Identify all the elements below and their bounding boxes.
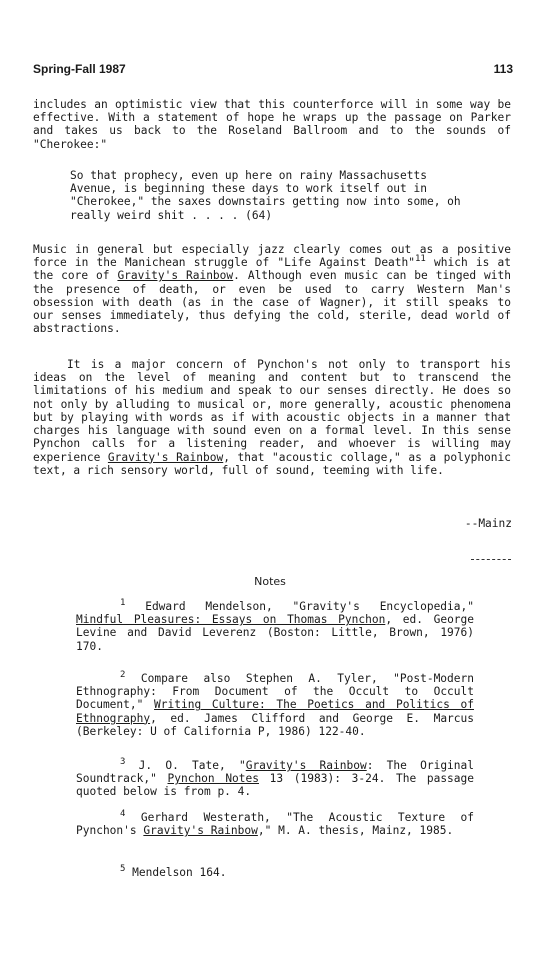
section-divider (471, 559, 511, 560)
journal-issue: Spring-Fall 1987 (33, 62, 126, 76)
paragraph-music: Music in general but especially jazz clearly comes out as a positive force in the Manichean struggle of "Life Against Death"$^{11}$ which is at the core of Gravity's Rainbow. Although even music can be tinged with the presence of death, or even be used to carry Western Man's obsession with death (as in the case of Wagner), it still speaks to our senses immediately, thus defying the cold, sterile, dead world of abstractions. (33, 243, 511, 336)
footnote-2: $^2$ Compare also Stephen A. Tyler, "Post-Modern Ethnography: From Document of the Occult to Occult Document," Writing Culture: The Poetics and Politics of Ethnography, ed. James Clifford and George E. Marcus (Berkeley: U of California P, 1986) 122-40. (76, 670, 474, 738)
footnote-3: $^3$ J. O. Tate, "Gravity's Rainbow: The Original Soundtrack," Pynchon Notes 13 (1983): 3-24. The passage quoted below is from p. 4. (76, 757, 475, 799)
title-gravitys-rainbow: Gravity's Rainbow (107, 450, 224, 464)
notes-heading: Notes (254, 575, 286, 588)
paragraph-intro: includes an optimistic view that this counterforce will in some way be effective. With a statement of hope he wraps up the passage on Parker and takes us back to the Roseland Ballroom and to the sounds of "Cherokee:" (33, 98, 511, 151)
page-number: 113 (493, 62, 513, 76)
paragraph-pynchon: It is a major concern of Pynchon's not only to transport his ideas on the level of meaning and content but to transcend the limitations of his medium and speak to our senses directly. He does so not only by alluding to musical or, more generally, acoustic phenomena but by playing with words as if with acoustic objects in a manner that charges his language with sound even on a formal level. In this sense Pynchon calls for a listening reader, and whoever is willing may experience Gravity's Rainbow, that "acoustic collage," as a polyphonic text, a rich sensory world, full of sound, teeming with life. (33, 358, 511, 477)
footnote-4: $^4$ Gerhard Westerath, "The Acoustic Texture of Pynchon's Gravity's Rainbow," M. A. thesis, Mainz, 1985. (76, 809, 474, 838)
block-quote: So that prophecy, even up here on rainy Massachusetts Avenue, is beginning these days to work itself out in "Cherokee," the saxes downstairs getting now into some, oh really weird shit . . . . (64) (70, 169, 461, 222)
footnote-ref-11: 11 (415, 254, 426, 265)
running-header (33, 62, 513, 78)
footnote-1: $^1$ Edward Mendelson, "Gravity's Encyclopedia," Mindful Pleasures: Essays on Thomas Pynchon, ed. George Levine and David Leverenz (Boston: Little, Brown, 1976) 170. (76, 598, 475, 653)
author-signature: --Mainz (464, 517, 512, 530)
footnote-5: $^5$ Mendelson 164. (120, 864, 227, 879)
title-gravitys-rainbow: Gravity's Rainbow (117, 269, 234, 283)
